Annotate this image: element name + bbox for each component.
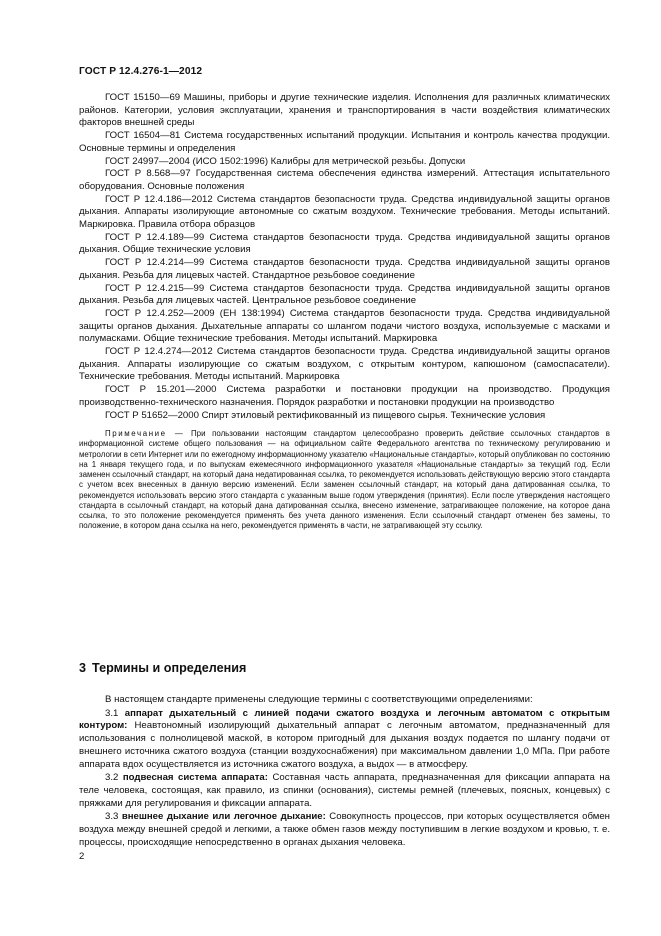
term-name: аппарат дыхательный с линией подачи сжатого воздуха и легочным автоматом с открытым контуром: <box>79 707 610 732</box>
reference-item: ГОСТ 15150—69 Машины, приборы и другие технические изделия. Исполнения для различных климатических районов. Категории, условия эксплуатации, хранения и транспортирования в части воздействия климатических факторов внешней среды <box>79 92 610 129</box>
note-text: При пользовании настоящим стандартом целесообразно проверить действие ссылочных стандартов в информационной системе общего пользования — на официальном сайте Федерального агентства по техническому регулированию и метрологии в сети Интернет или по ежегодному информационному указателю «Национальные стандарты», который опубликован по состоянию на 1 января текущего года, и по выпускам ежемесячного информационного указателя «Национальные стандарты» за текущий год. Если заменен ссылочный стандарт, на который дана недатированная ссылка, то рекомендуется использовать действующую версию этого стандарта с учетом всех внесенных в данную версию изменений. Если заменен ссылочный стандарт, на который дана датированная ссылка, то рекомендуется использовать версию этого стандарта с указанным выше годом утверждения (принятия). Если после утверждения настоящего стандарта в ссылочный стандарт, на который дана датированная ссылка, внесено изменение, затрагивающее положение, на которое дана ссылка, то это положение рекомендуется применять без учета данного изменения. Если ссылочный стандарт отменен без замены, то положение, в котором дана ссылка на него, рекомендуется применять в части, не затрагивающей эту ссылку. <box>79 429 610 531</box>
term-number: 3.1 <box>105 707 119 719</box>
normative-references <box>79 92 610 531</box>
section-intro: В настоящем стандарте применены следующие термины с соответствующими определениями: <box>105 694 533 705</box>
document-header: ГОСТ Р 12.4.276-1—2012 <box>79 66 203 77</box>
reference-item: ГОСТ Р 12.4.214—99 Система стандартов безопасности труда. Средства индивидуальной защиты органов дыхания. Резьба для лицевых частей. Стандартное резьбовое соединение <box>79 257 610 281</box>
term-name: подвесная система аппарата: <box>122 772 268 784</box>
reference-item: ГОСТ Р 12.4.215—99 Система стандартов безопасности труда. Средства индивидуальной защиты органов дыхания. Резьба для лицевых частей. Центральное резьбовое соединение <box>79 282 610 307</box>
term-definition: Составная часть аппарата, предназначенная для фиксации аппарата на теле человека, состоящая, как правило, из спинки (основания), системы ремней (плечевых, поясных, концевых) с пряжками для регулирования и фиксации аппарата. <box>79 772 610 809</box>
reference-item: ГОСТ Р 12.4.189—99 Система стандартов безопасности труда. Средства индивидуальной защиты органов дыхания. Общие технические условия <box>79 231 610 256</box>
reference-item: ГОСТ Р 12.4.186—2012 Система стандартов безопасности труда. Средства индивидуальной защиты органов дыхания. Аппараты изолирующие автономные со сжатым воздухом. Технические требования. Методы испытаний. Маркировка. Правила отбора образцов <box>79 193 610 231</box>
term-definition: Совокупность процессов, при которых осуществляется обмен воздуха между внешней средой и легкими, а также обмен газов между поступившим в легкие воздухом и кровью, т. е. процессы, происходящие непосредственно в органах дыхания человека. <box>79 811 610 848</box>
term-entry <box>79 772 610 810</box>
term-name: внешнее дыхание или легочное дыхание: <box>121 811 326 823</box>
term-definition: Неавтономный изолирующий дыхательный аппарат с легочным автоматом, предназначенный для использования с полнолицевой маской, в котором пригодный для дыхания воздух подается по шлангу подачи от внешнего источника сжатого воздуха (станции воздухоснабжения) при максимальном давлении 1,0 МПа. При работе аппарата вдох осуществляется из источника сжатого воздуха, а выдох — в атмосферу. <box>79 720 610 770</box>
terms-and-definitions <box>79 694 610 850</box>
reference-list <box>79 92 610 422</box>
reference-item: ГОСТ Р 8.568—97 Государственная система обеспечения единства измерений. Аттестация испытательного оборудования. Основные положения <box>79 168 610 192</box>
term-number: 3.2 <box>105 772 119 784</box>
note-label: Примечание — <box>105 429 185 439</box>
term-entry <box>79 811 610 849</box>
section-heading <box>79 661 246 675</box>
reference-item: ГОСТ Р 15.201—2000 Система разработки и постановки продукции на производство. Продукция производственно-технического назначения. Порядок разработки и постановки продукции на производство <box>79 384 610 408</box>
reference-item: ГОСТ Р 12.4.252—2009 (ЕН 138:1994) Система стандартов безопасности труда. Средства индивидуальной защиты органов дыхания. Дыхательные аппараты со шлангом подачи чистого воздуха, используемые с масками и полумасками. Общие технические требования. Методы испытаний. Маркировка <box>79 307 610 345</box>
section-title: Термины и определения <box>92 661 247 675</box>
page-number: 2 <box>79 851 85 862</box>
term-entry <box>79 708 610 772</box>
reference-item: ГОСТ Р 12.4.274—2012 Система стандартов безопасности труда. Средства индивидуальной защиты органов дыхания. Аппараты изолирующие со сжатым воздухом, с открытым контуром, капюшоном (самоспасатели). Технические требования. Методы испытаний. Маркировка <box>79 346 610 383</box>
section-number: 3 <box>79 661 87 675</box>
term-number: 3.3 <box>105 811 119 823</box>
reference-item: ГОСТ 24997—2004 (ИСО 1502:1996) Калибры для метрической резьбы. Допуски <box>105 155 466 167</box>
reference-item: ГОСТ 16504—81 Система государственных испытаний продукции. Испытания и контроль качества продукции. Основные термины и определения <box>79 130 610 154</box>
reference-item: ГОСТ Р 51652—2000 Спирт этиловый ректификованный из пищевого сырья. Технические условия <box>105 409 546 421</box>
reference-note <box>79 429 610 531</box>
